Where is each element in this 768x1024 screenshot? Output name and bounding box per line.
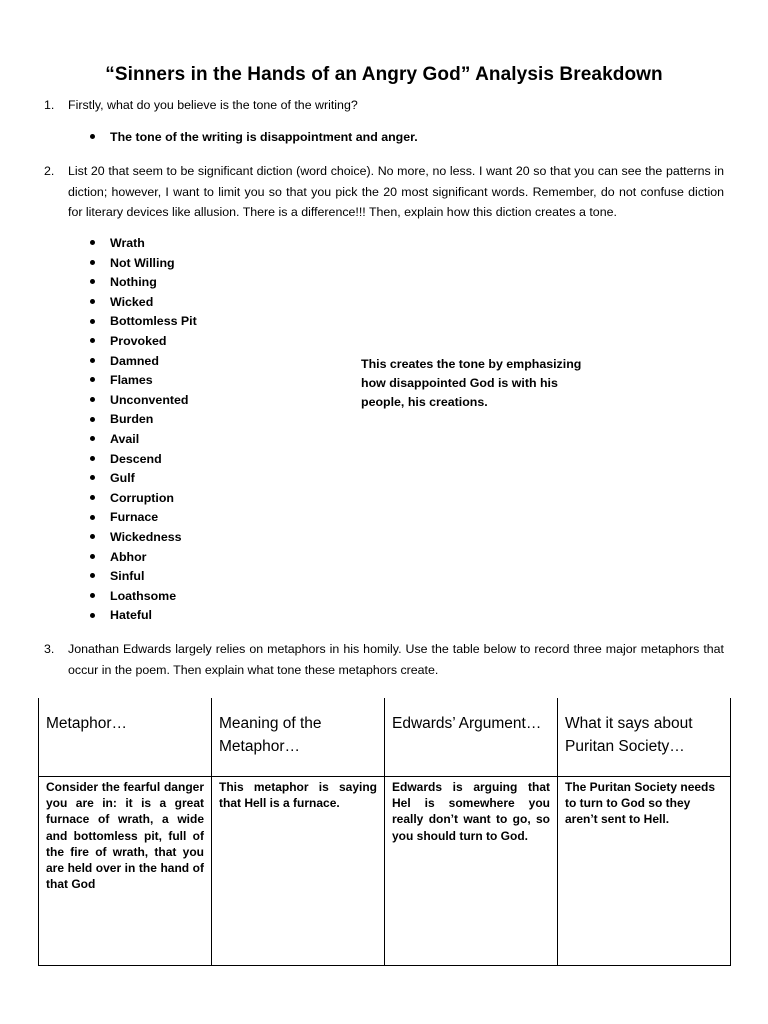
bullet-icon [90, 534, 95, 539]
table-cell: The Puritan Society needs to turn to God so they aren’t sent to Hell. [558, 777, 731, 966]
list-item: Provoked [90, 332, 197, 352]
bullet-icon [90, 593, 95, 598]
question-1-answer [90, 130, 418, 144]
list-item: Sinful [90, 567, 197, 587]
table-row [39, 777, 731, 966]
table-cell: Consider the fearful danger you are in: it is a great furnace of wrath, a wide and bottomless pit, full of the fire of wrath, that you are held over in the hand of that God [39, 777, 212, 966]
table-header-cell: Edwards’ Argument… [385, 698, 558, 777]
list-item: Wickedness [90, 528, 197, 548]
bullet-icon [90, 417, 95, 422]
table-header-cell: What it says about Puritan Society… [558, 698, 731, 777]
bullet-icon [90, 397, 95, 402]
question-number: 1. [44, 98, 55, 112]
list-item: Gulf [90, 469, 197, 489]
list-item: Avail [90, 430, 197, 450]
list-item: Not Willing [90, 254, 197, 274]
question-2 [44, 161, 724, 223]
question-1 [44, 95, 724, 116]
question-text: List 20 that seem to be significant diction (word choice). No more, no less. I want 20 so that you can see the patterns in diction; however, I want to limit you so that you pick the 20 most significant words. Remember, do not confuse diction for literary devices like allusion. There is a difference!!! Then, explain how this diction creates a tone. [68, 164, 724, 219]
bullet-icon [90, 495, 95, 500]
list-item: Bottomless Pit [90, 312, 197, 332]
bullet-icon [90, 134, 95, 139]
bullet-icon [90, 475, 95, 480]
question-text: Jonathan Edwards largely relies on metaphors in his homily. Use the table below to record three major metaphors that occur in the poem. Then explain what tone these metaphors create. [68, 642, 724, 677]
table-cell: This metaphor is saying that Hell is a furnace. [212, 777, 385, 966]
bullet-icon [90, 436, 95, 441]
bullet-icon [90, 260, 95, 265]
table-header-cell: Meaning of the Metaphor… [212, 698, 385, 777]
page-title: “Sinners in the Hands of an Angry God” Analysis Breakdown [105, 64, 663, 85]
bullet-icon [90, 299, 95, 304]
list-item: Burden [90, 410, 197, 430]
list-item: Nothing [90, 273, 197, 293]
list-item: Descend [90, 450, 197, 470]
list-item: Wicked [90, 293, 197, 313]
list-item: Wrath [90, 234, 197, 254]
bullet-icon [90, 613, 95, 618]
tone-explanation: This creates the tone by emphasizing how disappointed God is with his people, his creations. [361, 357, 582, 409]
table-header-cell: Metaphor… [39, 698, 212, 777]
bullet-icon [90, 554, 95, 559]
answer-text: The tone of the writing is disappointment and anger. [110, 130, 418, 144]
list-item: Loathsome [90, 587, 197, 607]
question-number: 2. [44, 164, 55, 178]
bullet-icon [90, 240, 95, 245]
bullet-icon [90, 573, 95, 578]
diction-list [90, 234, 197, 626]
list-item: Damned [90, 352, 197, 372]
table-header-row [39, 698, 731, 777]
list-item: Corruption [90, 489, 197, 509]
list-item: Abhor [90, 548, 197, 568]
bullet-icon [90, 319, 95, 324]
list-item: Unconvented [90, 391, 197, 411]
bullet-icon [90, 358, 95, 363]
question-number: 3. [44, 642, 55, 656]
list-item: Hateful [90, 606, 197, 626]
bullet-icon [90, 338, 95, 343]
bullet-icon [90, 377, 95, 382]
bullet-icon [90, 515, 95, 520]
metaphor-table [38, 698, 731, 966]
list-item: Furnace [90, 508, 197, 528]
question-3 [44, 639, 724, 680]
table-cell: Edwards is arguing that Hel is somewhere you really don’t want to go, so you should turn to God. [385, 777, 558, 966]
bullet-icon [90, 456, 95, 461]
list-item: Flames [90, 371, 197, 391]
question-text: Firstly, what do you believe is the tone of the writing? [68, 98, 358, 112]
bullet-icon [90, 279, 95, 284]
